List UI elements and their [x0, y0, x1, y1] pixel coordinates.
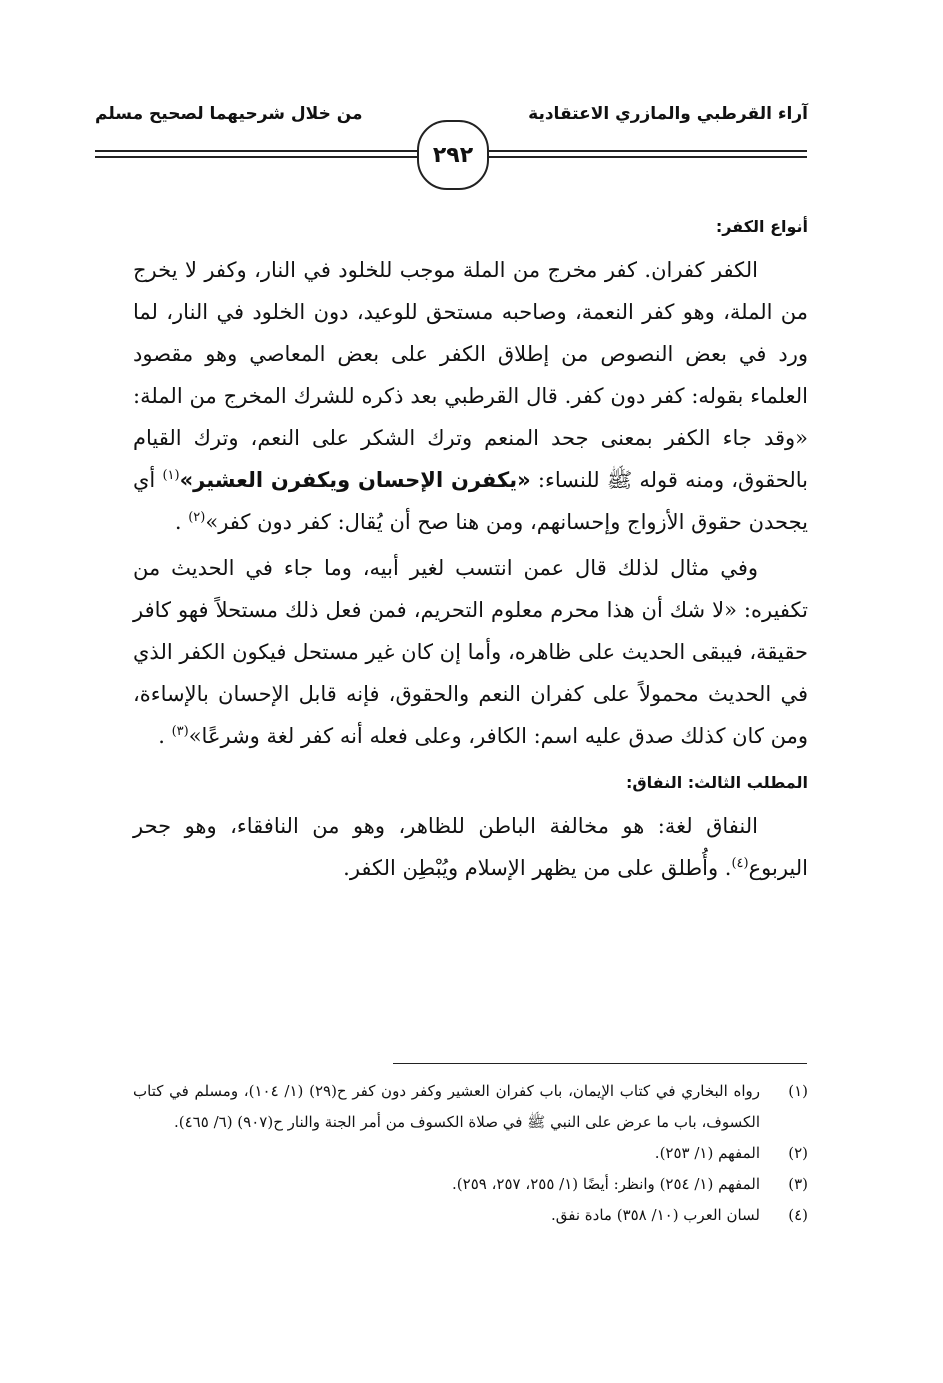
footnote-4	[133, 1200, 808, 1231]
footnote-number: (٤)	[788, 1206, 808, 1224]
footnotes	[133, 1076, 808, 1231]
footnote-number: (١)	[788, 1082, 808, 1100]
footnote-ref-1[interactable]: (١)	[162, 468, 180, 483]
footnote-number: (٢)	[788, 1144, 808, 1162]
running-header-title: آراء القرطبي والمازري الاعتقادية	[528, 104, 808, 124]
section-heading-nifaq: المطلب الثالث: النفاق:	[625, 773, 808, 792]
page-number-badge	[417, 120, 489, 190]
footnote-separator	[393, 1063, 807, 1064]
paragraph-nifaq	[133, 805, 808, 889]
footnote-text: رواه البخاري في كتاب الإيمان، باب كفران العشير وكفر دون كفر ح(٢٩) (١/ ١٠٤)، ومسلم في كتاب الكسوف، باب ما عرض على النبي ﷺ في صلاة الكسوف من أمر الجنة والنار ح(٩٠٧) (٦/ ٤٦٥).	[133, 1082, 760, 1131]
header-rule-right-bottom	[485, 156, 807, 158]
footnote-ref-2[interactable]: (٢)	[188, 510, 206, 525]
paragraph-end: .	[158, 724, 165, 748]
section-heading-kufr-types: أنواع الكفر:	[715, 217, 808, 236]
header-rule-left-top	[95, 150, 417, 152]
hadith-quote: «يكفرن الإحسان ويكفرن العشير»	[179, 468, 531, 492]
running-header-subtitle: من خلال شرحيهما لصحيح مسلم	[95, 104, 363, 124]
footnote-text: المفهم (١/ ٢٥٣).	[654, 1144, 760, 1162]
paragraph-text: وفي مثال لذلك قال عمن انتسب لغير أبيه، وما جاء في الحديث من تكفيره: «لا شك أن هذا محرم معلوم التحريم، فمن فعل ذلك مستحلاً فهو كافر حقيقة، فيبقى الحديث على ظاهره، وأما إن كان غير مستحل فيكون الكفر الذي في الحديث محمولاً على كفران النعم والحقوق، فإنه قابل الإحسان بالإساءة، ومن كان كذلك صدق عليه اسم: الكافر، وعلى فعله أنه كفر لغة وشرعًا»	[133, 556, 808, 748]
footnote-2	[133, 1138, 808, 1169]
paragraph-end: .	[174, 510, 182, 534]
paragraph-text-continued: . وأُطلق على من يظهر الإسلام ويُبْطِن الكفر.	[343, 856, 732, 880]
page-number: ٢٩٢	[432, 142, 474, 168]
header-rule-left-bottom	[95, 156, 417, 158]
footnote-text: المفهم (١/ ٢٥٤) وانظر: أيضًا (١/ ٢٥٥، ٢٥٧، ٢٥٩).	[452, 1175, 760, 1193]
paragraph-kufr-types	[133, 249, 808, 543]
footnote-ref-3[interactable]: (٣)	[171, 724, 189, 739]
footnote-1	[133, 1076, 808, 1138]
paragraph-text: الكفر كفران. كفر مخرج من الملة موجب للخلود في النار، وكفر لا يخرج من الملة، وهو كفر النعمة، وصاحبه مستحق للوعيد، دون الخلود في النار، لما ورد في بعض النصوص من إطلاق الكفر على بعض المعاصي وهو مقصود العلماء بقوله: كفر دون كفر. قال القرطبي بعد ذكره للشرك المخرج من الملة: «وقد جاء الكفر بمعنى جحد المنعم وترك الشكر على النعم، وترك القيام بالحقوق، ومنه قوله ﷺ للنساء:	[133, 258, 809, 492]
main-text	[133, 205, 808, 889]
footnote-number: (٣)	[788, 1175, 808, 1193]
paragraph-text-continued: أي يجحدن حقوق الأزواج وإحسانهم، ومن هنا صح أن يُقال: كفر دون كفر»	[133, 468, 808, 534]
paragraph-text: النفاق لغة: هو مخالفة الباطن للظاهر، وهو من النافقاء، وهو جحر اليربوع	[133, 814, 808, 880]
header-rule-right-top	[485, 150, 807, 152]
paragraph-example	[133, 547, 808, 757]
footnote-text: لسان العرب (١٠/ ٣٥٨) مادة نفق.	[550, 1206, 760, 1224]
footnote-ref-4[interactable]: (٤)	[731, 856, 749, 871]
footnote-3	[133, 1169, 808, 1200]
